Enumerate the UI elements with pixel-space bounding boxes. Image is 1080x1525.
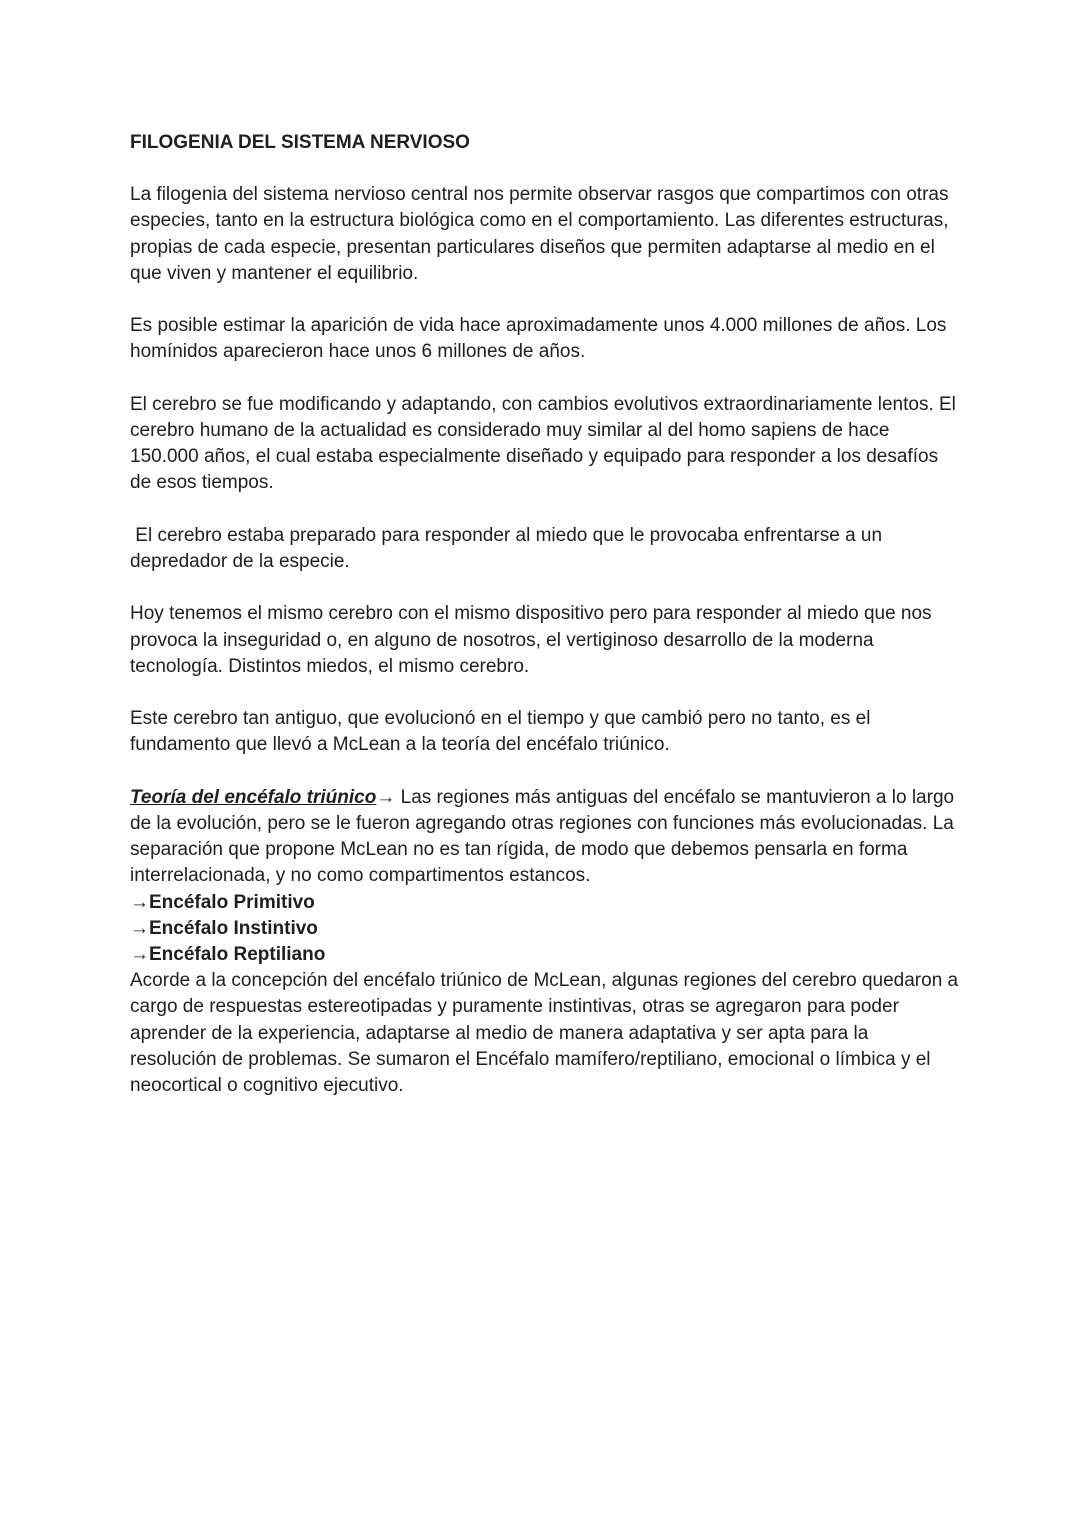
paragraph-hoy-tenemos: Hoy tenemos el mismo cerebro con el mismo dispositivo pero para responder al miedo que nos provoca la inseguridad o, en alguno de nosotros, el vertiginoso desarrollo de la moderna tecnología. Distintos miedos, el mismo cerebro.: [130, 603, 932, 677]
list-item-instintivo: →Encéfalo Instintivo: [130, 917, 318, 939]
paragraph-filogenia: La filogenia del sistema nervioso central nos permite observar rasgos que compartimos con otras especies, tanto en la estructura biológica como en el comportamiento. Las diferentes estructuras, propias de cada especie, presentan particulares diseños que permiten adaptarse al medio en el que viven y mantener el equilibrio.: [130, 184, 949, 284]
paragraph-closing: Acorde a la concepción del encéfalo triúnico de McLean, algunas regiones del cerebro quedaron a cargo de respuestas estereotipadas y puramente instintivas, otras se agregaron para poder aprender de la experiencia, adaptarse al medio de manera adaptativa y ser apta para la resolución de problemas. Se sumaron el Encéfalo mamífero/reptiliano, emocional o límbica y el neocortical o cognitivo ejecutivo.: [130, 970, 959, 1097]
arrow-glyph: →: [376, 786, 396, 808]
theory-section: [130, 785, 960, 1099]
paragraph-cerebro-modificando: El cerebro se fue modificando y adaptando, con cambios evolutivos extraordinariamente lentos. El cerebro humano de la actualidad es considerado muy similar al del homo sapiens de hace 150.000 años, el cual estaba especialmente diseñado y equipado para responder a los desafíos de esos tiempos.: [130, 393, 956, 494]
list-item-reptiliano: →Encéfalo Reptiliano: [130, 944, 326, 965]
document-title: FILOGENIA DEL SISTEMA NERVIOSO: [130, 132, 470, 153]
paragraph-cerebro-miedo: El cerebro estaba preparado para responder al miedo que le provocaba enfrentarse a un depredador de la especie.: [130, 524, 888, 572]
theory-text: Las regiones más antiguas del encéfalo se mantuvieron a lo largo de la evolución, pero se le fueron agregando otras regiones con funciones más evolucionadas. La separación que propone McLean no es tan rígida, de modo que debemos pensarla en forma interrelacionada, y no como compartimentos estancos.: [130, 786, 955, 887]
theory-term: Teoría del encéfalo triúnico: [130, 786, 377, 808]
paragraph-cerebro-antiguo: Este cerebro tan antiguo, que evolucionó en el tiempo y que cambió pero no tanto, es el fundamento que llevó a McLean a la teoría del encéfalo triúnico.: [130, 708, 871, 756]
paragraph-aparicion-vida: Es posible estimar la aparición de vida hace aproximadamente unos 4.000 millones de años. Los homínidos aparecieron hace unos 6 millones de años.: [130, 315, 947, 363]
document-page: [130, 130, 960, 1099]
list-item-primitivo: →Encéfalo Primitivo: [130, 891, 315, 913]
